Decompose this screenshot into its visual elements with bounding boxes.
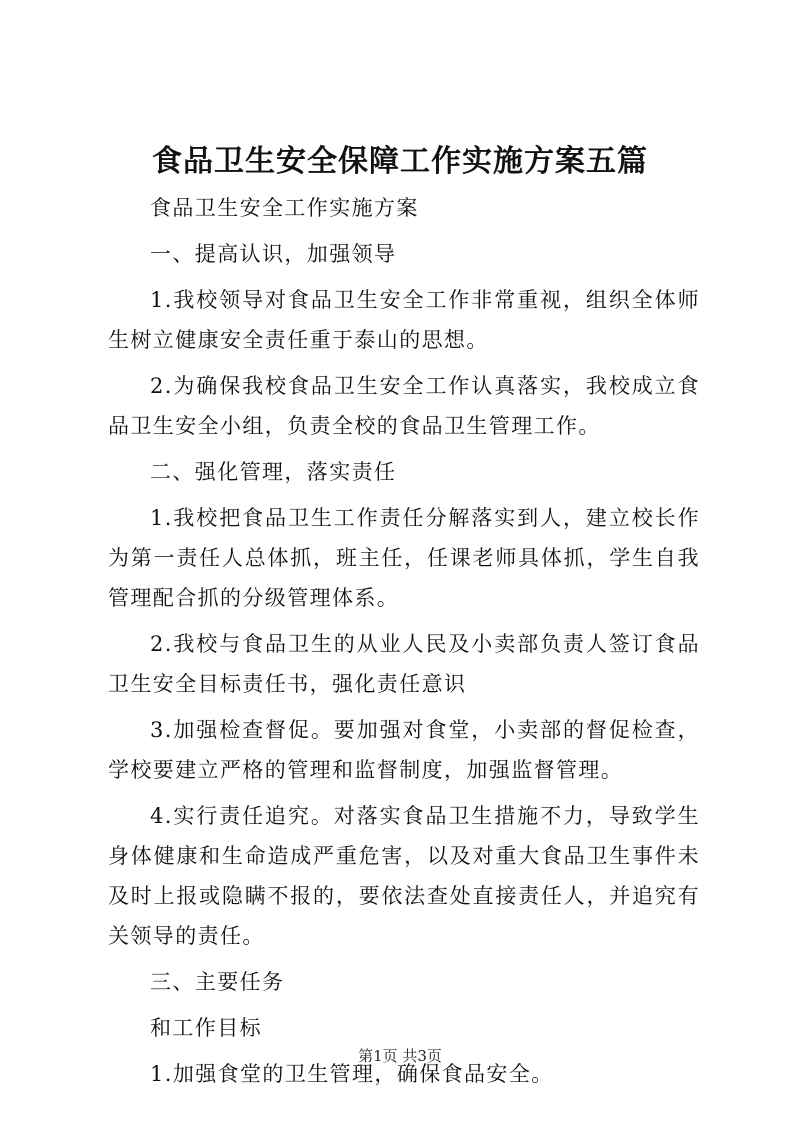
section-heading-2: 二、强化管理，落实责任 [150, 460, 397, 484]
paragraph-1-2: 2.为确保我校食品卫生安全工作认真落实，我校成立食品卫生安全小组，负责全校的食品卫生管理工作。 [108, 374, 700, 438]
paragraph-2-2: 2.我校与食品卫生的从业人民及小卖部负责人签订食品卫生安全目标责任书，强化责任意识 [108, 632, 700, 696]
paragraph-2-3: 3.加强检查督促。要加强对食堂，小卖部的督促检查，学校要建立严格的管理和监督制度，加强监督管理。 [108, 718, 700, 782]
section-heading-3-continued: 和工作目标 [150, 1016, 262, 1040]
paragraph-2-1: 1.我校把食品卫生工作责任分解落实到人，建立校长作为第一责任人总体抓，班主任，任课老师具体抓，学生自我管理配合抓的分级管理体系。 [108, 506, 700, 610]
paragraph-2-4: 4.实行责任追究。对落实食品卫生措施不力，导致学生身体健康和生命造成严重危害，以及对重大食品卫生事件未及时上报或隐瞒不报的，要依法查处直接责任人，并追究有关领导的责任。 [108, 804, 700, 948]
paragraph-subtitle: 食品卫生安全工作实施方案 [150, 196, 419, 220]
section-heading-3: 三、主要任务 [150, 970, 285, 994]
section-heading-1: 一、提高认识，加强领导 [150, 242, 397, 266]
document-title: 食品卫生安全保障工作实施方案五篇 [152, 144, 648, 179]
document-body [108, 188, 700, 1094]
page-indicator: 第1页 共3页 [358, 1047, 442, 1065]
paragraph-1-1: 1.我校领导对食品卫生安全工作非常重视，组织全体师生树立健康安全责任重于泰山的思想。 [108, 288, 700, 352]
paragraph-3-1: 1.加强食堂的卫生管理，确保食品安全。 [150, 1062, 554, 1086]
